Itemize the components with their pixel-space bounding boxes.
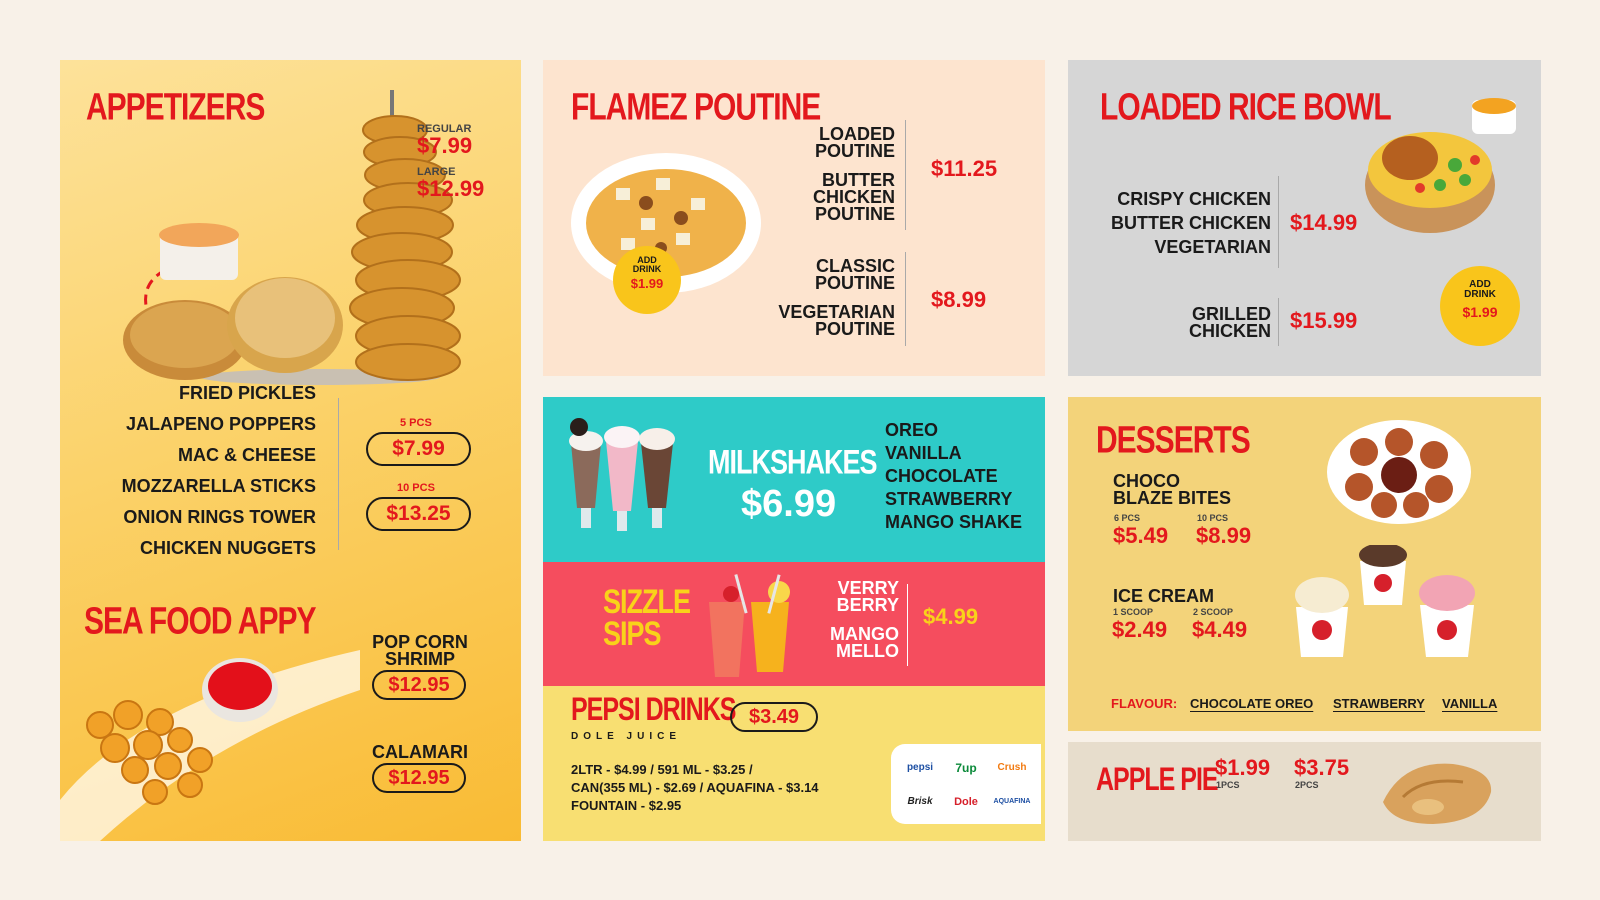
add-drink-badge (1440, 266, 1520, 346)
pepsi-drinks-panel (543, 686, 1045, 841)
pepsi-title: PEPSI DRINKS (571, 692, 736, 728)
appetizers-title: APPETIZERS (86, 86, 265, 129)
pcs5-price: $7.99 (366, 432, 471, 466)
pepsi-price: $3.49 (730, 702, 818, 732)
dole-logo: Dole (954, 795, 978, 808)
verry-berry: VERRY BERRY (836, 578, 899, 616)
list-item: BUTTER CHICKEN (1111, 213, 1271, 233)
rice-bowl-title: LOADED RICE BOWL (1100, 86, 1391, 129)
ice-cream-cups-image (1288, 545, 1488, 665)
milkshakes-panel (543, 397, 1045, 562)
poutine-price-1: $11.25 (931, 156, 998, 181)
brand-logos (891, 744, 1041, 824)
rice-price-2: $15.99 (1290, 308, 1358, 333)
ice-opt1-label: 1 SCOOP (1113, 607, 1154, 617)
divider (907, 584, 908, 666)
choco-bites-image (1324, 417, 1474, 527)
desserts-panel (1068, 397, 1541, 731)
rice-list (1111, 190, 1271, 256)
flavour-chocolate-oreo: CHOCOLATE OREO (1190, 696, 1314, 711)
mango-mello: MANGO MELLO (830, 624, 899, 662)
regular-label: REGULAR (417, 123, 472, 135)
loaded-poutine: LOADED POUTINE (814, 124, 895, 162)
grilled-chicken: GRILLED CHICKEN (1188, 304, 1271, 342)
list-item: CRISPY CHICKEN (1117, 189, 1271, 209)
dole-juice-subtitle: DOLE JUICE (571, 731, 682, 742)
choco-opt2-price: $8.99 (1196, 523, 1252, 548)
vegetarian-poutine: VEGETARIAN POUTINE (778, 302, 895, 340)
appetizers-panel (60, 60, 521, 841)
rice-price-1: $14.99 (1290, 210, 1358, 235)
sizzle-title-line1: SIZZLE (603, 582, 690, 621)
divider (1278, 176, 1279, 268)
large-price: $12.99 (417, 176, 485, 201)
apple-pie-label-1: 1PCS (1216, 780, 1240, 790)
flavour-label: FLAVOUR: (1111, 696, 1178, 711)
pcs10-label: 10 PCS (397, 482, 435, 494)
milkshake-glasses-image (561, 413, 691, 543)
list-item: JALAPENO POPPERS (125, 414, 316, 434)
flavour-vanilla: VANILLA (1442, 696, 1498, 711)
milkshake-flavors (885, 421, 1022, 531)
add-drink-price: $1.99 (630, 276, 664, 291)
7up-logo: 7up (955, 760, 977, 775)
list-item: VEGETARIAN (1154, 237, 1271, 257)
pcs10-price: $13.25 (366, 497, 471, 531)
ice-opt2-price: $4.49 (1192, 617, 1248, 642)
list-item: ONION RINGS TOWER (123, 507, 316, 527)
desserts-title: DESSERTS (1096, 419, 1250, 462)
sizzle-price: $4.99 (923, 604, 979, 629)
add-drink-badge (613, 246, 681, 314)
rice-bowl-image (1360, 90, 1520, 240)
large-label: LARGE (417, 166, 456, 178)
ice-opt1-price: $2.49 (1112, 617, 1168, 642)
list-item: CHOCOLATE (885, 466, 998, 486)
butter-chicken-poutine: BUTTER CHICKEN POUTINE (812, 170, 895, 225)
crush-logo: Crush (997, 762, 1027, 773)
list-item: FRIED PICKLES (178, 383, 316, 403)
apple-pie-label-2: 2PCS (1295, 780, 1319, 790)
list-item: OREO (885, 420, 939, 440)
choco-blaze-bites: CHOCO BLAZE BITES (1113, 471, 1232, 509)
divider (905, 252, 906, 346)
regular-price: $7.99 (417, 133, 473, 158)
flavour-strawberry: STRAWBERRY (1333, 696, 1425, 711)
list-item: MOZZARELLA STICKS (121, 476, 316, 496)
pepsi-price-line-1: 2LTR - $4.99 / 591 ML - $3.25 / (571, 762, 753, 777)
milkshakes-title: MILKSHAKES (708, 443, 877, 482)
classic-poutine: CLASSIC POUTINE (814, 256, 895, 294)
choco-opt1-label: 6 PCS (1114, 513, 1141, 523)
divider (338, 398, 339, 550)
list-item: VANILLA (885, 443, 962, 463)
apple-pie-panel (1068, 742, 1541, 841)
popcorn-shrimp-price: $12.95 (372, 670, 466, 700)
pepsi-price-line-2: CAN(355 ML) - $2.69 / AQUAFINA - $3.14 (571, 780, 819, 795)
list-item: STRAWBERRY (885, 489, 1013, 509)
divider (1278, 298, 1279, 346)
pcs5-label: 5 PCS (400, 417, 432, 429)
list-item: MAC & CHEESE (177, 445, 316, 465)
milkshakes-price: $6.99 (741, 483, 837, 525)
add-drink-price: $1.99 (1462, 304, 1498, 320)
pepsi-price-line-3: FOUNTAIN - $2.95 (571, 798, 682, 813)
sizzle-sips-panel (543, 562, 1045, 686)
poutine-panel (543, 60, 1045, 376)
add-drink-label: ADD DRINK (1464, 279, 1496, 300)
appetizer-list (122, 384, 316, 557)
apple-pie-price-1: $1.99 (1215, 755, 1271, 780)
list-item: MANGO SHAKE (885, 512, 1023, 532)
list-item: CHICKEN NUGGETS (139, 538, 316, 558)
ice-opt2-label: 2 SCOOP (1193, 607, 1234, 617)
pepsi-logo: pepsi (906, 762, 934, 773)
rice-bowl-panel (1068, 60, 1541, 376)
brisk-logo: Brisk (907, 796, 933, 807)
divider (905, 120, 906, 230)
calamari-price: $12.95 (372, 763, 466, 793)
poutine-title: FLAMEZ POUTINE (571, 86, 821, 129)
aquafina-logo: AQUAFINA (993, 798, 1031, 805)
sizzle-title-line2: SIPS (603, 614, 661, 653)
apple-pie-title: APPLE PIE (1096, 762, 1218, 798)
add-drink-label: ADD DRINK (632, 255, 662, 274)
onion-rings-image (90, 90, 473, 390)
choco-opt1-price: $5.49 (1113, 523, 1169, 548)
poutine-price-2: $8.99 (931, 287, 987, 312)
apple-pie-price-2: $3.75 (1294, 755, 1350, 780)
seafood-title: SEA FOOD APPY (84, 600, 316, 643)
apple-pie-image (1373, 752, 1503, 832)
calamari-name: CALAMARI (372, 742, 468, 762)
popcorn-shrimp-name: POP CORN SHRIMP (372, 632, 468, 670)
ice-cream-name: ICE CREAM (1113, 586, 1215, 606)
drinks-image (703, 572, 803, 682)
shrimp-image (60, 620, 370, 841)
choco-opt2-label: 10 PCS (1197, 513, 1229, 523)
